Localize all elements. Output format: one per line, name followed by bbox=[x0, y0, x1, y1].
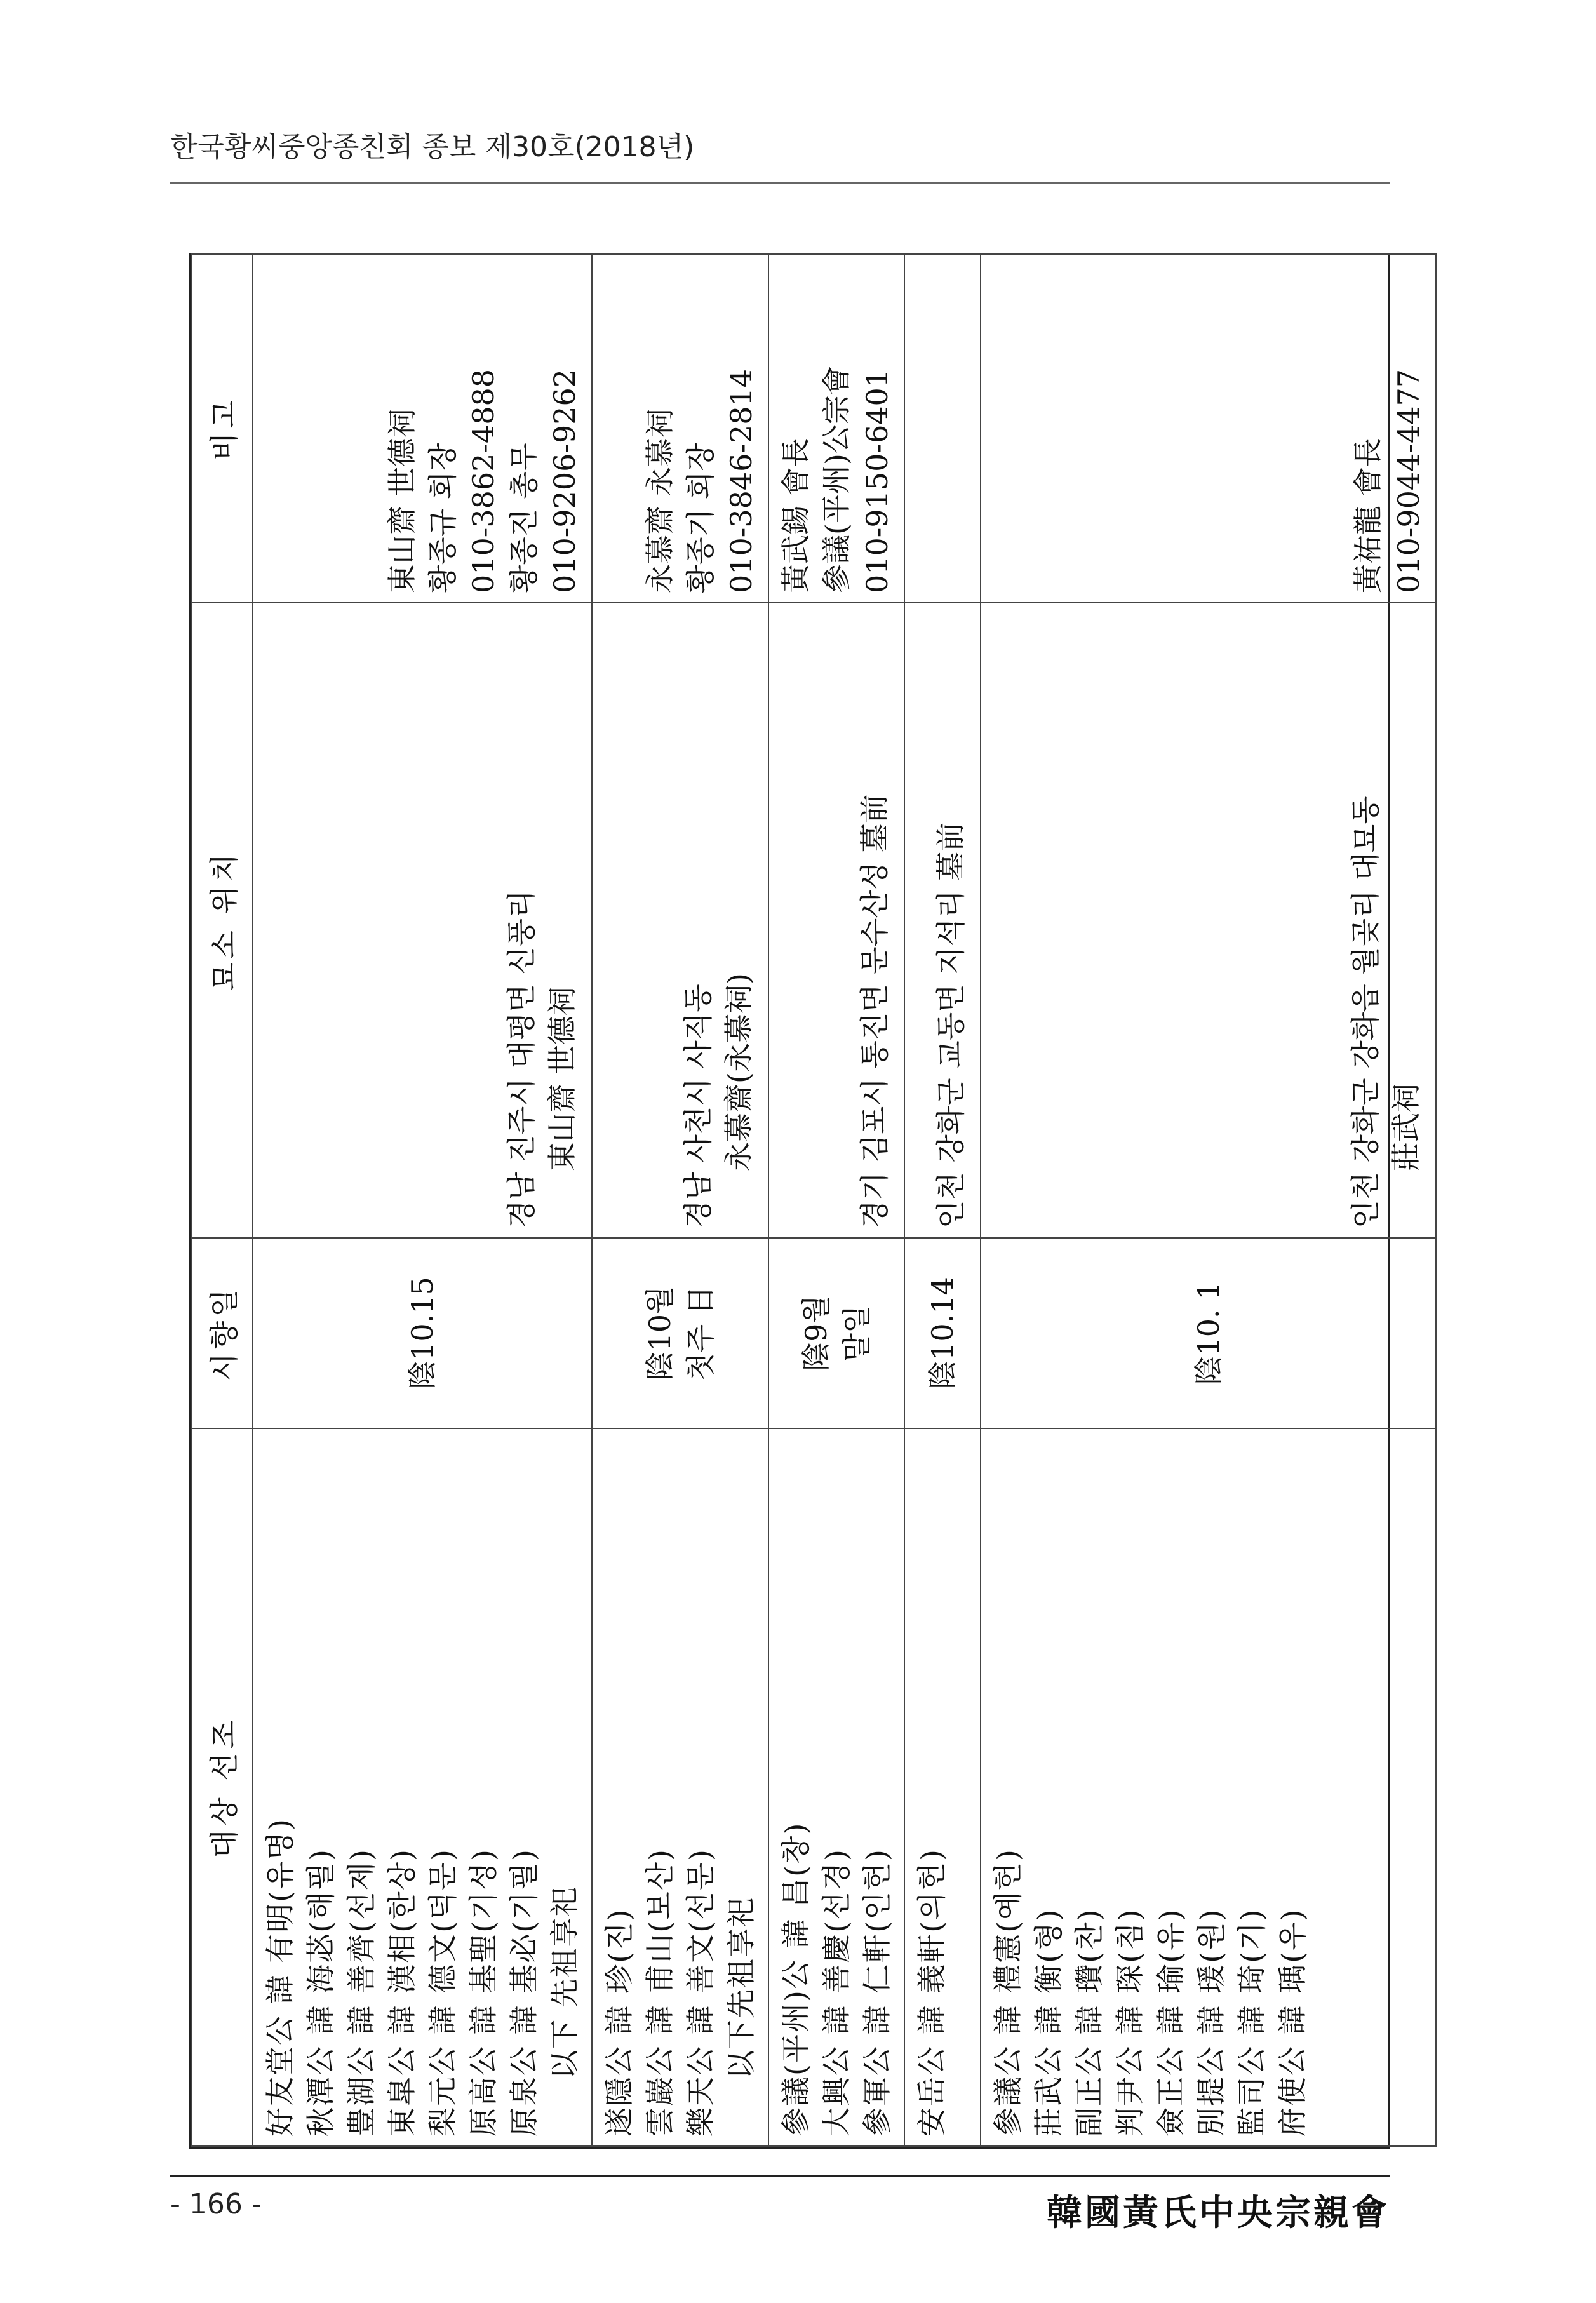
location-line: 永慕齋(永慕祠) bbox=[721, 973, 756, 1171]
note-cell bbox=[904, 254, 981, 603]
table-row bbox=[253, 254, 592, 2146]
ancestors-cell bbox=[981, 1428, 1436, 2146]
ancestors-line: 樂天公 諱 善文(선문) bbox=[683, 1848, 718, 2137]
note-line: 黃祐龍 會長 bbox=[1351, 438, 1385, 593]
ancestors-line: 參議(平州)公 諱 昌(창) bbox=[779, 1822, 813, 2137]
ancestors-line: 參議公 諱 禮憲(예헌) bbox=[991, 1848, 1025, 2137]
ancestors-line: 秋潭公 諱 海苾(해필) bbox=[304, 1848, 338, 2137]
ancestors-line: 監司公 諱 琦(기) bbox=[1235, 1908, 1269, 2137]
note-line: 010-9044-4477 bbox=[1391, 368, 1426, 593]
ancestors-line: 以下先祖享祀 bbox=[724, 1897, 758, 2079]
header-divider bbox=[170, 182, 1390, 184]
ancestors-line: 豊湖公 諱 善齊(선제) bbox=[344, 1848, 379, 2137]
column-header-date: 시향일 bbox=[192, 1238, 253, 1428]
location-line: 莊武祠 bbox=[1389, 1084, 1423, 1171]
note-line: 황종규 회장 bbox=[426, 443, 460, 593]
ancestors-line: 參軍公 諱 仁軒(인헌) bbox=[860, 1848, 894, 2137]
footer-divider bbox=[170, 2175, 1390, 2177]
date-cell bbox=[253, 1238, 592, 1428]
ancestors-line: 好友堂公 諱 有明(유명) bbox=[263, 1817, 297, 2137]
note-line: 010-3862-4888 bbox=[466, 368, 500, 593]
note-line: 永慕齋 永慕祠 bbox=[643, 408, 677, 593]
note-line: 010-3846-2814 bbox=[724, 368, 758, 593]
note-cell bbox=[592, 254, 768, 603]
date-cell bbox=[904, 1238, 981, 1428]
date-cell bbox=[981, 1238, 1436, 1428]
ancestors-line: 副正公 諱 瓚(찬) bbox=[1072, 1908, 1106, 2137]
location-cell bbox=[981, 603, 1436, 1238]
date-line: 陰10. 1 bbox=[1191, 1281, 1226, 1385]
table-row bbox=[981, 254, 1436, 2146]
table-row bbox=[592, 254, 768, 2146]
location-cell bbox=[253, 603, 592, 1238]
note-cell bbox=[768, 254, 904, 603]
ancestors-cell bbox=[592, 1428, 768, 2146]
location-cell bbox=[592, 603, 768, 1238]
memorial-table bbox=[189, 253, 1426, 2149]
note-line: 黃武錫 會長 bbox=[779, 438, 813, 593]
date-line: 말일 bbox=[840, 1305, 874, 1362]
note-line: 東山齋 世德祠 bbox=[385, 408, 419, 593]
date-line: 陰10.15 bbox=[405, 1277, 439, 1390]
note-line: 황종기 회장 bbox=[683, 443, 718, 593]
location-line: 인천 강화군 강화읍 월곶리 대묘동 bbox=[1348, 796, 1383, 1228]
location-cell bbox=[768, 603, 904, 1238]
ancestors-cell bbox=[904, 1428, 981, 2146]
table-row bbox=[768, 254, 904, 2146]
page-header: 한국황씨중앙종친회 종보 제30호(2018년) bbox=[170, 131, 695, 163]
ancestors-line: 梨元公 諱 德文(덕문) bbox=[426, 1848, 460, 2137]
ancestors-line: 遂隱公 諱 珍(진) bbox=[602, 1908, 636, 2137]
column-header-location: 묘소 위치 bbox=[192, 603, 253, 1238]
location-cell bbox=[904, 603, 981, 1238]
column-header-note: 비고 bbox=[192, 254, 253, 603]
ancestors-line: 別提公 諱 瑗(원) bbox=[1194, 1908, 1228, 2137]
ancestors-line: 以下 先祖享祀 bbox=[547, 1886, 582, 2079]
ancestors-line: 大興公 諱 善慶(선경) bbox=[819, 1848, 854, 2137]
note-line: 010-9206-9262 bbox=[547, 368, 582, 593]
ancestors-line: 安岳公 諱 義軒(의헌) bbox=[915, 1848, 949, 2137]
note-cell bbox=[981, 254, 1436, 603]
date-line: 陰10.14 bbox=[925, 1277, 960, 1390]
note-cell bbox=[253, 254, 592, 603]
ancestors-line: 原高公 諱 基聖(기성) bbox=[466, 1848, 500, 2137]
date-cell bbox=[592, 1238, 768, 1428]
location-line: 경남 진주시 대평면 신풍리 bbox=[504, 890, 539, 1228]
date-line: 陰10월 bbox=[643, 1286, 677, 1381]
ancestors-line: 原泉公 諱 基必(기필) bbox=[507, 1848, 541, 2137]
column-header-ancestors: 대상 선조 bbox=[192, 1428, 253, 2146]
ancestors-line: 雲巖公 諱 甫山(보산) bbox=[643, 1848, 677, 2137]
ancestors-line: 僉正公 諱 瑜(유) bbox=[1153, 1908, 1188, 2137]
location-line: 인천 강화군 교동면 지석리 墓前 bbox=[934, 822, 968, 1228]
location-line: 경남 사천시 사직동 bbox=[681, 984, 715, 1228]
location-line: 東山齋 世德祠 bbox=[545, 986, 579, 1171]
ancestors-cell bbox=[768, 1428, 904, 2146]
location-line: 경기 김포시 통진면 문수산성 墓前 bbox=[857, 794, 892, 1228]
organization-logo: 韓國黃氏中央宗親會 bbox=[1047, 2192, 1390, 2234]
note-line: 010-9150-6401 bbox=[860, 368, 894, 593]
ancestors-cell bbox=[253, 1428, 592, 2146]
table-row bbox=[904, 254, 981, 2146]
date-cell bbox=[768, 1238, 904, 1428]
ancestors-line: 東皐公 諱 漢相(한상) bbox=[385, 1848, 419, 2137]
date-line: 첫주 日 bbox=[683, 1286, 718, 1381]
date-line: 陰9월 bbox=[799, 1295, 833, 1371]
note-line: 參議(平州)公宗會 bbox=[819, 366, 854, 593]
ancestors-line: 府使公 諱 瑀(우) bbox=[1275, 1908, 1310, 2137]
note-line: 황종진 총무 bbox=[507, 443, 541, 593]
page-number: - 166 - bbox=[170, 2188, 262, 2220]
ancestors-line: 判尹公 諱 琛(침) bbox=[1113, 1908, 1147, 2137]
ancestors-line: 莊武公 諱 衡(형) bbox=[1031, 1908, 1066, 2137]
